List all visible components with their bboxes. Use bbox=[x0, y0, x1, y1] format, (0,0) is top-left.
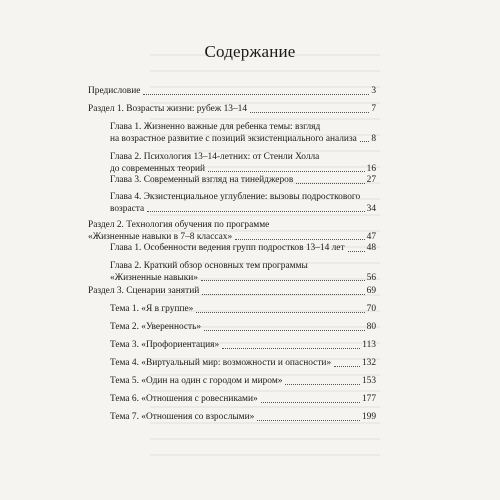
dot-leader bbox=[334, 366, 360, 367]
toc-entry-title: Тема 4. «Виртуальный мир: возможности и опасности» bbox=[110, 358, 332, 368]
toc-page-number: 8 bbox=[371, 133, 376, 144]
toc-entry-title: Глава 2. Психология 13–14-летних: от Стенли Холла bbox=[110, 152, 320, 162]
toc-entry-title-cont: возраста bbox=[110, 203, 145, 214]
dot-leader bbox=[285, 384, 360, 385]
dot-leader bbox=[235, 239, 364, 240]
toc-entry-title-cont: «Жизненные навыки в 7–8 классах» bbox=[88, 231, 233, 242]
toc-entry-topic bbox=[88, 394, 376, 406]
toc-entry-chapter bbox=[88, 152, 376, 175]
toc-page-number: 3 bbox=[371, 86, 376, 96]
toc-entry-title: Предисловие bbox=[88, 86, 141, 96]
toc-entry-title: Тема 5. «Один на один с городом и миром» bbox=[110, 376, 283, 386]
toc-page-number: 199 bbox=[361, 412, 376, 422]
toc-entry-topic bbox=[88, 322, 376, 334]
dot-leader bbox=[204, 330, 365, 331]
toc-entry-section-2 bbox=[88, 220, 376, 243]
toc-entry-title: Глава 1. Жизненно важные для ребенка темы: взгляд bbox=[110, 122, 321, 132]
toc-entry-topic bbox=[88, 412, 376, 424]
toc-entry-title: Тема 6. «Отношения с ровесниками» bbox=[110, 394, 258, 404]
toc-page-number: 113 bbox=[362, 340, 376, 350]
toc-page-number: 80 bbox=[366, 322, 376, 332]
toc-entry-title-cont: до современных теорий bbox=[110, 163, 206, 174]
toc-page-number: 153 bbox=[361, 376, 376, 386]
toc-page-number: 56 bbox=[366, 272, 376, 283]
toc-entry-title: Тема 2. «Уверенность» bbox=[110, 322, 202, 332]
dot-leader bbox=[348, 251, 365, 252]
toc-page-number: 177 bbox=[361, 394, 376, 404]
toc-entry-title: Глава 4. Экзистенциальное углубление: вызовы подросткового bbox=[110, 192, 361, 202]
toc-page-number: 132 bbox=[361, 358, 376, 368]
toc-entry-title: Тема 3. «Профориентация» bbox=[110, 340, 220, 350]
dot-leader bbox=[143, 94, 369, 95]
toc-entry-preface bbox=[88, 86, 376, 98]
toc-entry-title: Тема 7. «Отношения со взрослыми» bbox=[110, 412, 255, 422]
toc-page-number: 48 bbox=[366, 243, 376, 253]
toc-entry-title: Глава 3. Современный взгляд на тинейджеров bbox=[110, 175, 294, 185]
dot-leader bbox=[360, 141, 369, 142]
toc-page-number: 70 bbox=[366, 304, 376, 314]
dot-leader bbox=[296, 183, 364, 184]
toc-entry-title-cont: на возрастное развитие с позиций экзистенциального анализа bbox=[110, 133, 357, 144]
dot-leader bbox=[196, 312, 364, 313]
toc-entry-section-1 bbox=[88, 104, 376, 116]
toc-entry-chapter bbox=[88, 192, 376, 215]
toc-entry-chapter bbox=[88, 261, 376, 284]
toc-page-number: 7 bbox=[371, 104, 376, 114]
page-title: Содержание bbox=[204, 42, 296, 61]
dot-leader bbox=[250, 112, 369, 113]
toc-entry-title: Раздел 3. Сценарии занятий bbox=[88, 286, 200, 296]
toc-entry-chapter bbox=[88, 243, 376, 255]
toc-page-number: 27 bbox=[366, 175, 376, 185]
toc-entry-chapter bbox=[88, 122, 376, 145]
toc-page-number: 16 bbox=[366, 163, 376, 174]
toc-page-number: 69 bbox=[366, 286, 376, 296]
toc-page-number: 34 bbox=[366, 203, 376, 214]
toc-entry-topic bbox=[88, 340, 376, 352]
toc-entry-title: Раздел 2. Технология обучения по программе bbox=[88, 220, 270, 230]
toc-entry-topic bbox=[88, 376, 376, 388]
dot-leader bbox=[147, 211, 364, 212]
toc-entry-title: Глава 1. Особенности ведения групп подростков 13–14 лет bbox=[110, 243, 345, 253]
toc-entry-topic bbox=[88, 358, 376, 370]
dot-leader bbox=[222, 348, 360, 349]
dot-leader bbox=[257, 420, 360, 421]
dot-leader bbox=[208, 171, 365, 172]
dot-leader bbox=[201, 280, 365, 281]
toc-entry-title: Тема 1. «Я в группе» bbox=[110, 304, 194, 314]
toc-entry-chapter bbox=[88, 175, 376, 187]
toc-entry-topic bbox=[88, 304, 376, 316]
dot-leader bbox=[261, 402, 360, 403]
toc-entry-title-cont: «Жизненные навыки» bbox=[110, 272, 198, 283]
toc-entry-title: Глава 2. Краткий обзор основных тем программы bbox=[110, 261, 308, 271]
toc-entry-section-3 bbox=[88, 286, 376, 298]
dot-leader bbox=[202, 294, 364, 295]
toc-page-number: 47 bbox=[366, 231, 376, 242]
toc-entry-title: Раздел 1. Возрасты жизни: рубеж 13–14 bbox=[88, 104, 248, 114]
